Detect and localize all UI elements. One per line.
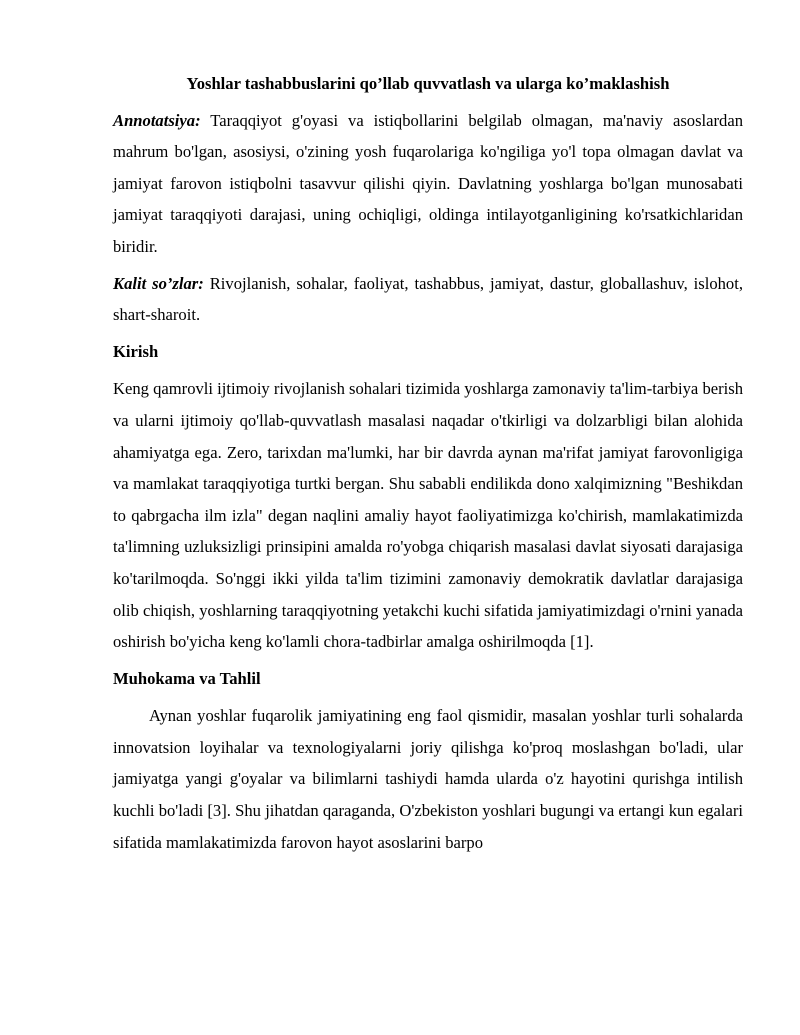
section-heading-discussion: Muhokama va Tahlil xyxy=(113,668,261,688)
paper-page xyxy=(113,68,743,858)
intro-paragraph: Keng qamrovli ijtimoiy rivojlanish sohalari tizimida yoshlarga zamonaviy ta'lim-tarbiya berish va ularni ijtimoiy qo'llab-quvvatlash masalasi naqadar o'tkirligi va dolzarbligi bilan alohida ahamiyatga ega. Zero, tarixdan ma'lumki, har bir davrda aynan ma'rifat jamiyat farovonligiga va mamlakat taraqqiyotiga turtki bergan. Shu sababli endilikda dono xalqimizning "Beshikdan to qabrgacha ilm izla" degan naqlini amaliy hayot faoliyatimizga ko'chirish, mamlakatimizda ta'limning uzluksizligi prinsipini amalda ro'yobga chiqarish masalasi davlat siyosati darajasiga ko'tarilmoqda. So'nggi ikki yilda ta'lim tizimini zamonaviy demokratik davlatlar darajasiga olib chiqish, yoshlarning taraqqiyotning yetakchi kuchi sifatida jamiyatimizdagi o'rnini yanada oshirish bo'yicha keng ko'lamli chora-tadbirlar amalga oshirilmoqda [1]. xyxy=(113,379,743,652)
abstract-paragraph xyxy=(113,105,743,263)
keywords-label: Kalit so’zlar: xyxy=(113,273,204,293)
abstract-label: Annotatsiya: xyxy=(113,110,201,130)
discussion-paragraph: Aynan yoshlar fuqarolik jamiyatining eng faol qismidir, masalan yoshlar turli sohalarda innovatsion loyihalar va texnologiyalarni joriy qilishga ko'proq moslashgan bo'ladi, ular jamiyatga yangi g'oyalar va bilimlarni tashiydi hamda ularda o'z hayotini qurishga intilish kuchli bo'ladi [3]. Shu jihatdan qaraganda, O'zbekiston yoshlari bugungi va ertangi kun egalari sifatida mamlakatimizda farovon hayot asoslarini barpo xyxy=(113,706,743,852)
keywords-paragraph xyxy=(113,268,743,331)
paper-title: Yoshlar tashabbuslarini qo’llab quvvatlash va ularga ko’maklashish xyxy=(186,74,670,93)
keywords-text: Rivojlanish, sohalar, faoliyat, tashabbus, jamiyat, dastur, globallashuv, islohot, shart-sharoit. xyxy=(113,273,743,325)
abstract-text: Taraqqiyot g'oyasi va istiqbollarini belgilab olmagan, ma'naviy asoslardan mahrum bo'lgan, asosiysi, o'zining yosh fuqarolariga ko'ngiliga yo'l topa olmagan davlat va jamiyat farovon istiqbolni tasavvur qilishi qiyin. Davlatning yoshlarga bo'lgan munosabati jamiyat taraqqiyoti darajasi, uning ochiqligi, oldinga intilayotganligining ko'rsatkichlaridan biridir. xyxy=(113,110,743,256)
section-heading-intro: Kirish xyxy=(113,341,159,361)
